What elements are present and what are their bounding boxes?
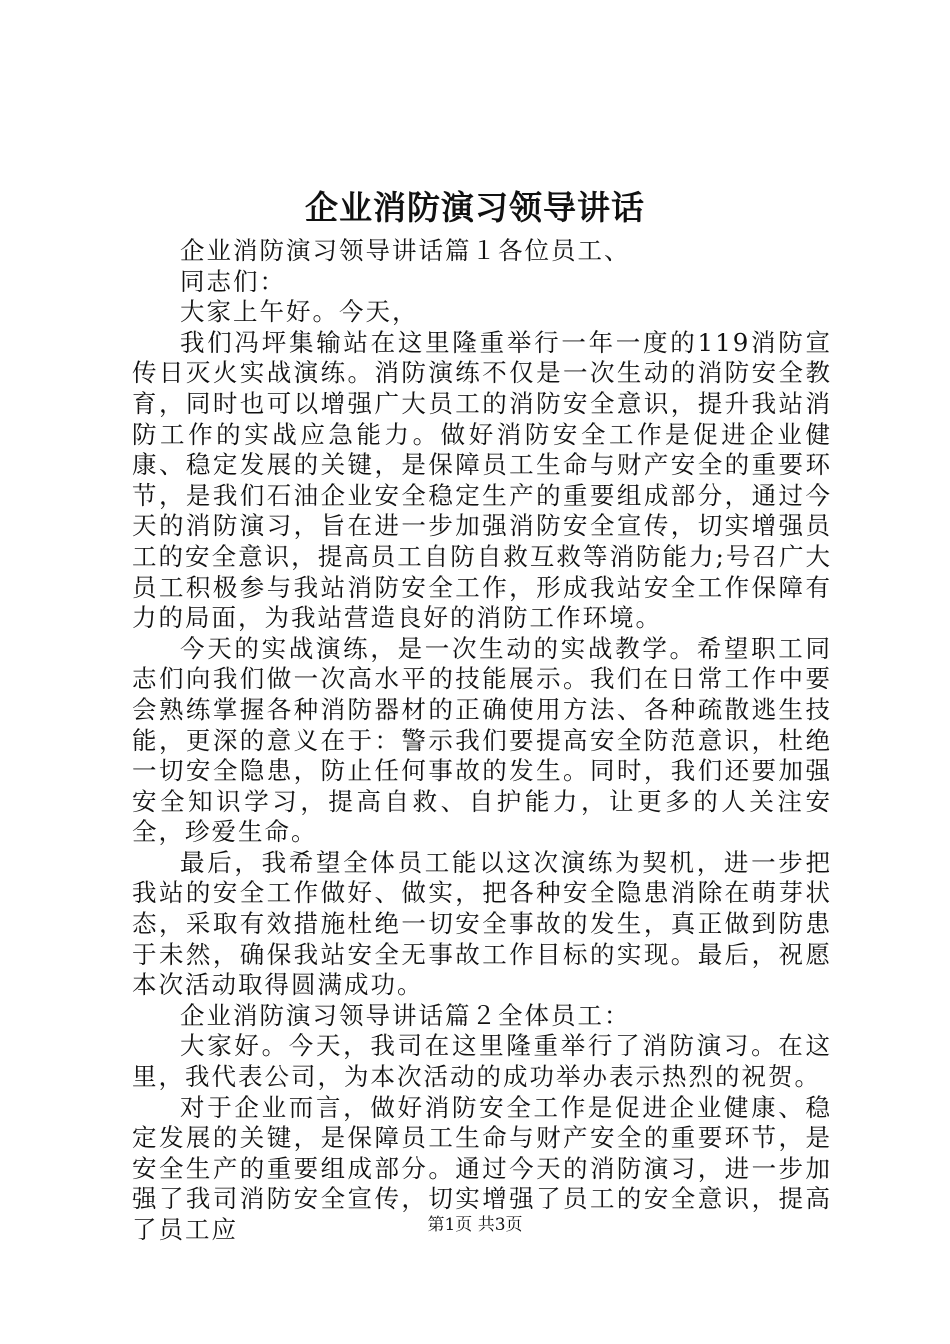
paragraph: 大家上午好。今天，: [180, 297, 419, 327]
document-body: [132, 236, 832, 1246]
paragraph: 企业消防演习领导讲话篇２全体员工：: [180, 1000, 631, 1030]
paragraph: 企业消防演习领导讲话篇１各位员工、: [180, 236, 631, 265]
paragraph: 大家好。今天，我司在这里隆重举行了消防演习。在这里，我代表公司，为本次活动的成功举办表示热烈的祝贺。: [132, 1031, 832, 1092]
paragraph: 对于企业而言，做好消防安全工作是促进企业健康、稳定发展的关键，是保障员工生命与财产安全的重要环节，是安全生产的重要组成部分。通过今天的消防演习，进一步加强了我司消防安全宣传，切实增强了员工的安全意识，提高了员工应: [132, 1092, 832, 1244]
paragraph: 今天的实战演练，是一次生动的实战教学。希望职工同志们向我们做一次高水平的技能展示。我们在日常工作中要会熟练掌握各种消防器材的正确使用方法、各种疏散逃生技能，更深的意义在于：警示我们要提高安全防范意识，杜绝一切安全隐患，防止任何事故的发生。同时，我们还要加强安全知识学习，提高自救、自护能力，让更多的人关注安全，珍爱生命。: [132, 633, 832, 847]
document-title: 企业消防演习领导讲话: [305, 188, 645, 227]
paragraph: 我们冯坪集输站在这里隆重举行一年一度的119消防宣传日灭火实战演练。消防演练不仅是一次生动的消防安全教育，同时也可以增强广大员工的消防安全意识，提升我站消防工作的实战应急能力。做好消防安全工作是促进企业健康、稳定发展的关键，是保障员工生命与财产安全的重要环节，是我们石油企业安全稳定生产的重要组成部分，通过今天的消防演习，旨在进一步加强消防安全宣传，切实增强员工的安全意识，提高员工自防自救互救等消防能力;号召广大员工积极参与我站消防安全工作，形成我站安全工作保障有力的局面，为我站营造良好的消防工作环境。: [132, 327, 832, 633]
page-number-footer: 第1页 共3页: [427, 1215, 523, 1235]
paragraph: 最后，我希望全体员工能以这次演练为契机，进一步把我站的安全工作做好、做实，把各种安全隐患消除在萌芽状态，采取有效措施杜绝一切安全事故的发生，真正做到防患于未然，确保我站安全无事故工作目标的实现。最后，祝愿本次活动取得圆满成功。: [132, 847, 832, 1000]
paragraph: 同志们：: [180, 266, 286, 296]
